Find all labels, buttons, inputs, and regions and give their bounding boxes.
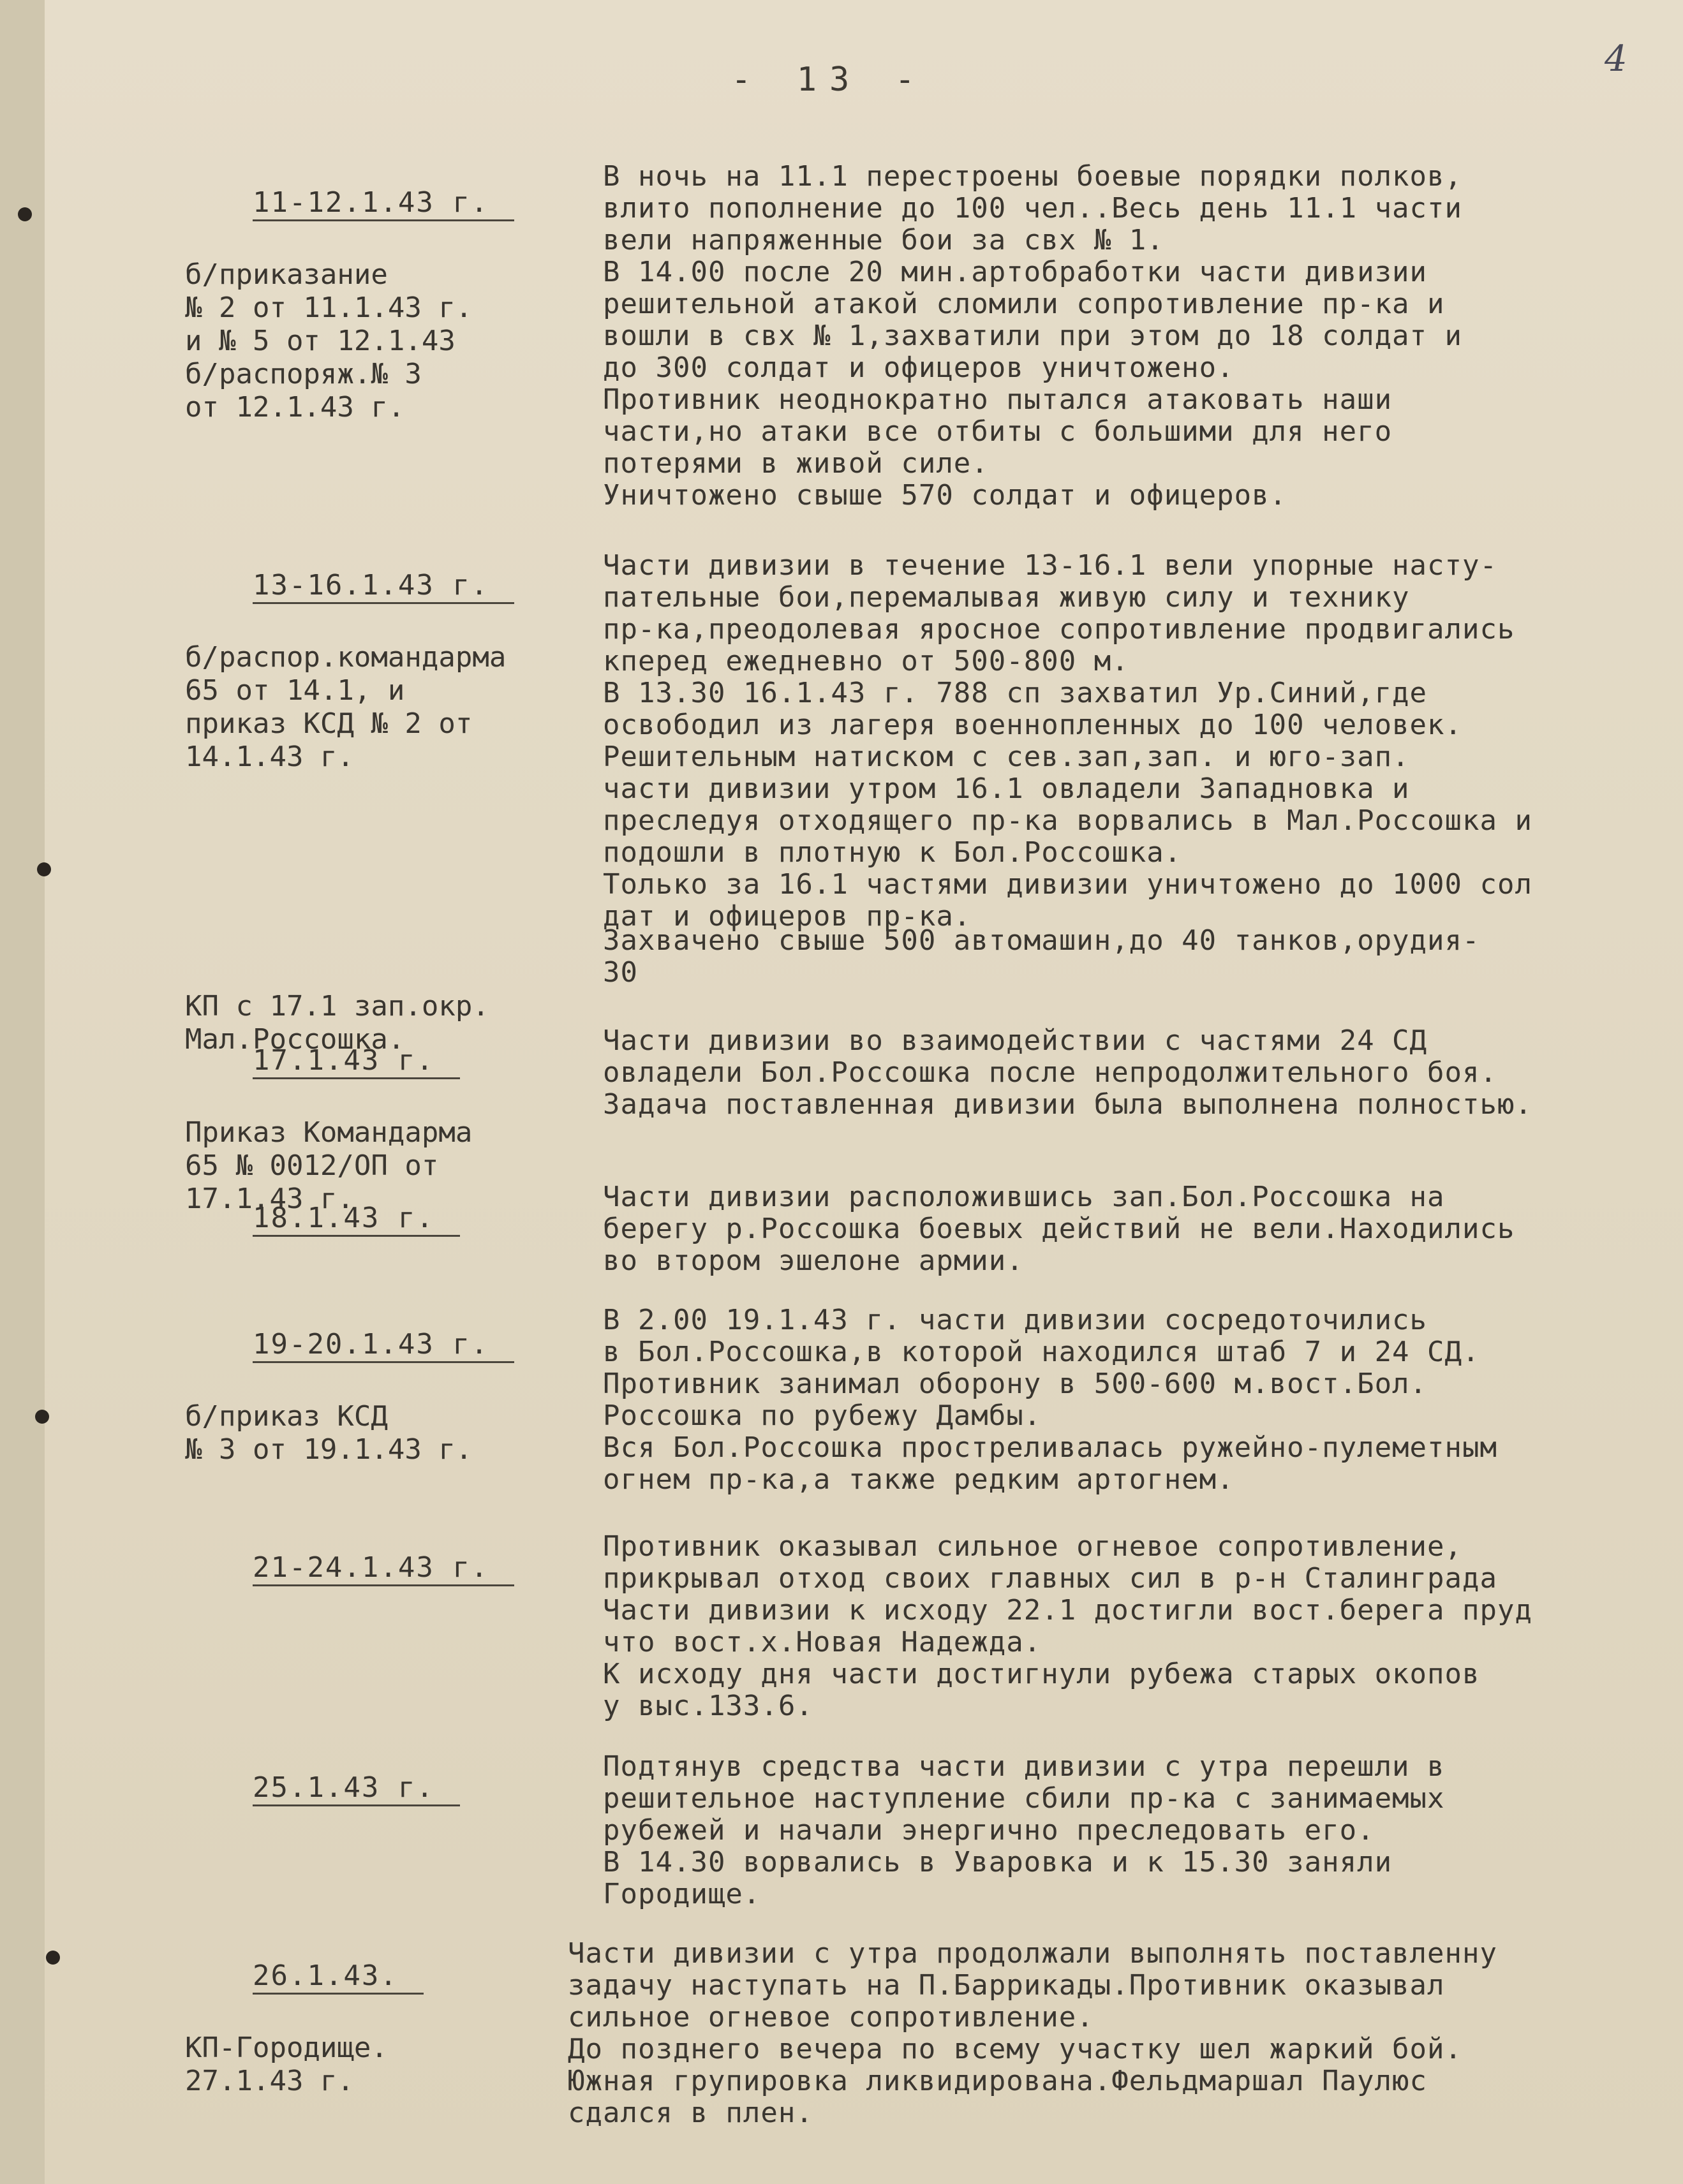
entry-date: 26.1.43. (253, 1959, 424, 1995)
binding-hole (18, 207, 32, 221)
entry-reference: б/распор.командарма 65 от 14.1, и приказ КСД № 2 от 14.1.43 г. (185, 641, 507, 773)
entry-reference: Приказ Командарма 65 № 0012/ОП от 17.1.43 г. (185, 1116, 473, 1215)
entry-text: Захвачено свыше 500 автомашин,до 40 танков,орудия- 30 (603, 924, 1480, 989)
binding-hole (35, 1410, 49, 1424)
entry-date: 13-16.1.43 г. (253, 569, 514, 604)
entry-reference: б/приказание № 2 от 11.1.43 г. и № 5 от 12.1.43 б/распоряж.№ 3 от 12.1.43 г. (185, 258, 473, 424)
entry-date: 17.1.43 г. (253, 1044, 460, 1079)
entry-date: 21-24.1.43 г. (253, 1551, 514, 1586)
entry-left-column (185, 1926, 593, 2164)
corner-mark: 4 (1605, 38, 1627, 80)
entry-text: Противник оказывал сильное огневое сопротивление, прикрывал отход своих главных сил в р-н Сталинграда Части дивизии к исходу 22.1 достигли вост.берега пруд что вост.х.Новая Надежда. К исходу дня части достигнули рубежа старых окопов у выс.133.6. (603, 1530, 1532, 1722)
entry-left-column (185, 536, 593, 840)
entry-reference: КП-Городище. 27.1.43 г. (185, 2032, 388, 2097)
entry-date: 25.1.43 г. (253, 1771, 460, 1806)
entry-left-column (185, 1295, 593, 1533)
entry-reference: б/приказ КСД № 3 от 19.1.43 г. (185, 1400, 473, 1466)
entry-date: 11-12.1.43 г. (253, 186, 514, 221)
entry-date: 18.1.43 г. (253, 1202, 460, 1237)
entry-left-column (185, 153, 593, 491)
entry-text: Части дивизии расположившись зап.Бол.Россошка на берегу р.Россошка боевых действий не вели.Находились во втором эшелоне армии. (603, 1181, 1515, 1277)
binding-hole (46, 1951, 60, 1965)
entry-left-column (185, 1169, 593, 1270)
entry-text: Подтянув средства части дивизии с утра перешли в решительное наступление сбили пр-ка с занимаемых рубежей и начали энергично преследовать его. В 14.30 ворвались в Уваровка и к 15.30 заняли Городище. (603, 1750, 1445, 1910)
page-number: - 13 - (731, 61, 928, 99)
binding-hole (37, 862, 51, 876)
entry-text: Части дивизии во взаимодействии с частями 24 СД овладели Бол.Россошка после непродолжительного боя. Задача поставленная дивизии была выполнена полностью. (603, 1024, 1532, 1121)
entry-text: В 2.00 19.1.43 г. части дивизии сосредоточились в Бол.Россошка,в которой находился штаб 7 и 24 СД. Противник занимал оборону в 500-600 м.вост.Бол. Россошка по рубежу Дамбы. Вся Бол.Россошка простреливалась ружейно-пулеметным огнем пр-ка,а также редким артогнем. (603, 1304, 1498, 1496)
entry-date: 19-20.1.43 г. (253, 1328, 514, 1363)
entry-text: Части дивизии с утра продолжали выполнять поставленну задачу наступать на П.Баррикады.Противник оказывал сильное огневое сопротивление. До позднего вечера по всему участку шел жаркий бой. Южная групировка ликвидирована.Фельдмаршал Паулюс сдался в плен. (568, 1937, 1497, 2129)
entry-text: Части дивизии в течение 13-16.1 вели упорные насту- пательные бои,перемалывая живую силу и технику пр-ка,преодолевая яросное сопротивление продвигались кперед ежедневно от 500-800 м. В 13.30 16.1.43 г. 788 сп захватил Ур.Синий,где освободил из лагеря военнопленных до 100 человек. Решительным натиском с сев.зап,зап. и юго-зап. части дивизии утром 16.1 овладели Западновка и преследуя отходящего пр-ка ворвались в Мал.Россошка и подошли в плотную к Бол.Россошка. Только за 16.1 частями дивизии уничтожено до 1000 сол дат и офицеров пр-ка. (603, 549, 1532, 933)
entry-text: В ночь на 11.1 перестроены боевые порядки полков, влито пополнение до 100 чел..Весь день 11.1 части вели напряженные бои за свх № 1. В 14.00 после 20 мин.артобработки части дивизии решительной атакой сломили сопротивление пр-ка и вошли в свх № 1,захватили при этом до 18 солдат и до 300 солдат и офицеров уничтожено. Противник неоднократно пытался атаковать наши части,но атаки все отбиты с большими для него потерями в живой силе. Уничтожено свыше 570 солдат и офицеров. (603, 160, 1463, 512)
entry-reference: КП с 17.1 зап.окр. Мал.Россошка. (185, 990, 489, 1056)
entry-left-column (185, 1518, 593, 1620)
entry-left-column (185, 1738, 593, 1840)
